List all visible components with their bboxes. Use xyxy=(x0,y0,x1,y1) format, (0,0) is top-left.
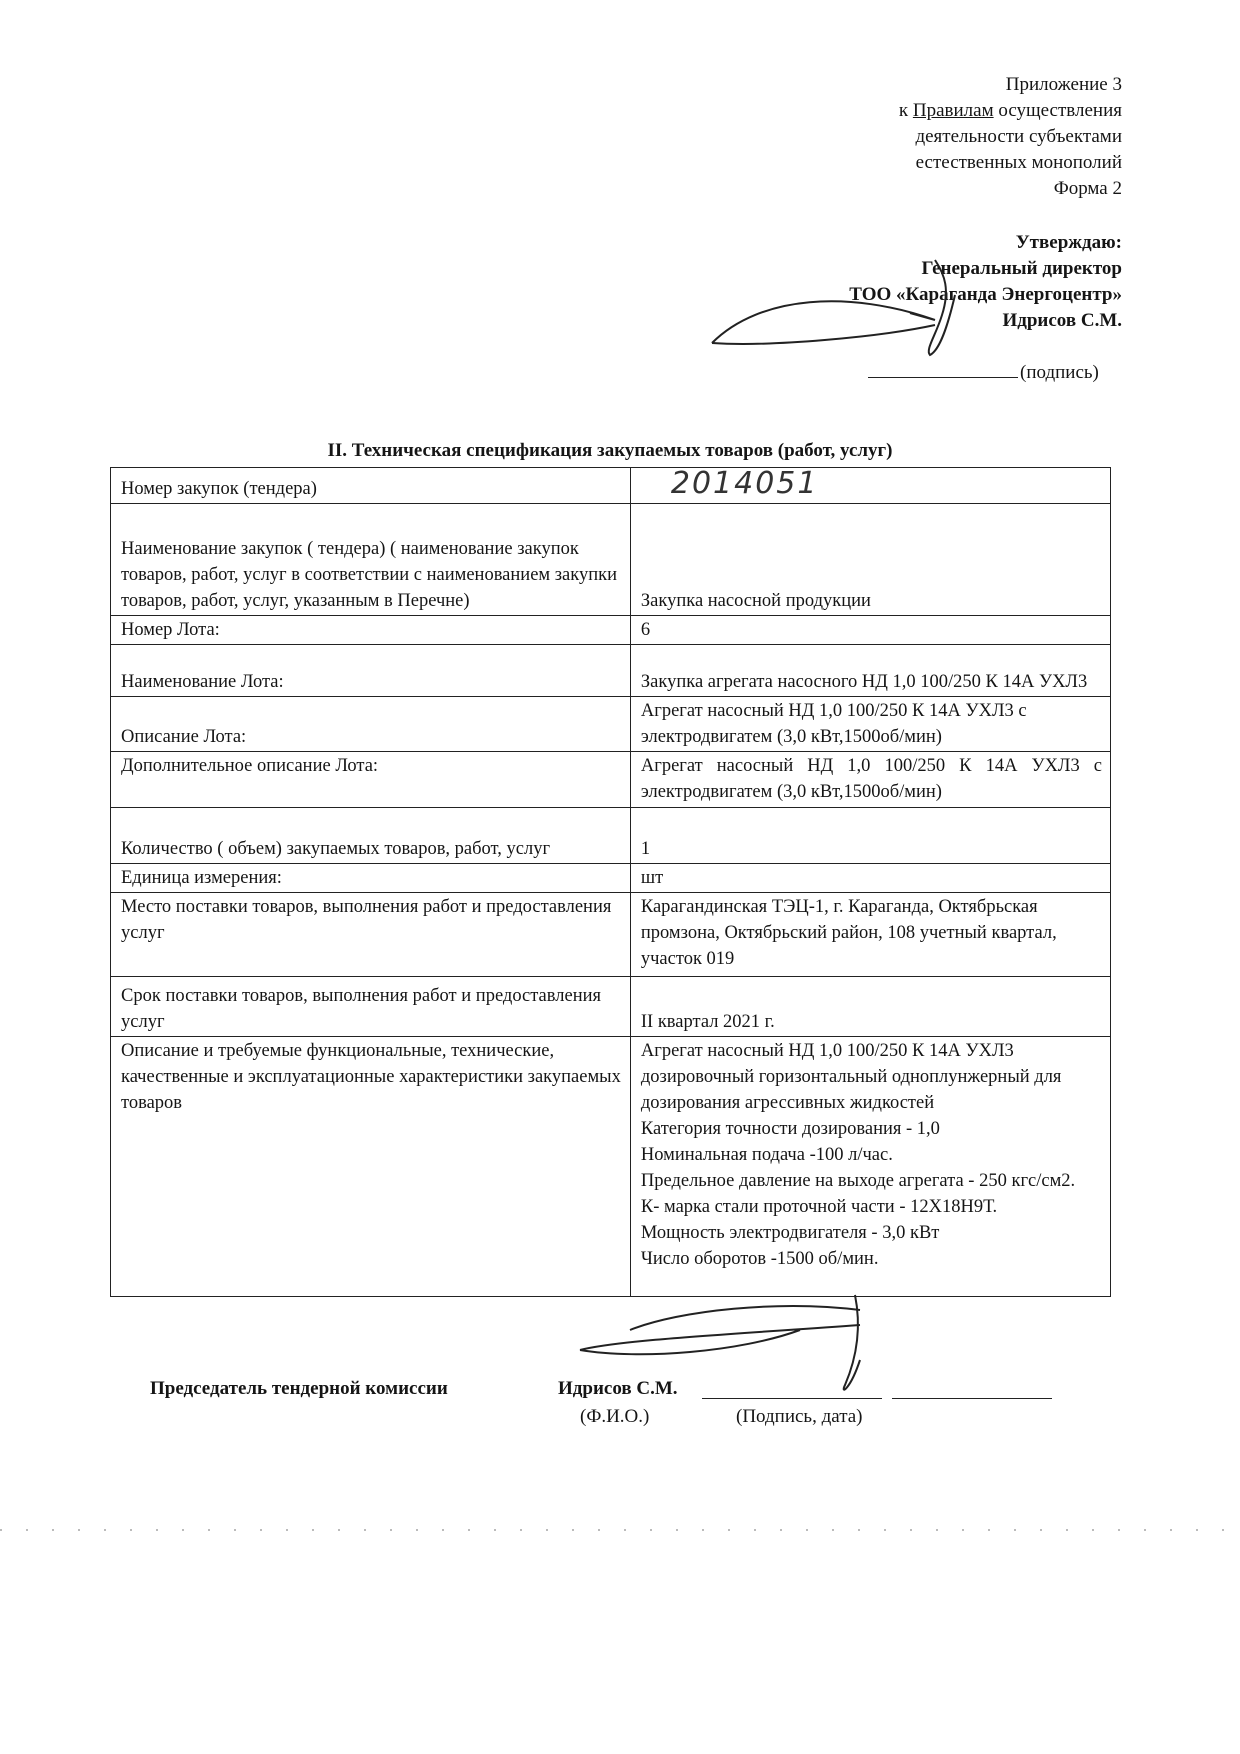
row-value xyxy=(630,468,1110,504)
row-value: 1 xyxy=(630,808,1110,864)
table-row xyxy=(111,504,1111,616)
row-value: Агрегат насосный НД 1,0 100/250 К 14А УХЛ3 с электродвигатем (3,0 кВт,1500об/мин) xyxy=(630,697,1110,752)
row-value: Закупка агрегата насосного НД 1,0 100/250 К 14А УХЛ3 xyxy=(630,645,1110,697)
rules-link[interactable]: Правилам xyxy=(912,100,994,121)
table-row xyxy=(111,1037,1111,1297)
chairman-label: Председатель тендерной комиссии xyxy=(150,1378,448,1399)
signature-line xyxy=(868,362,1099,384)
row-key: Место поставки товаров, выполнения работ и предоставления услуг xyxy=(111,893,631,977)
row-value xyxy=(630,1037,1110,1297)
table-row xyxy=(111,977,1111,1037)
row-value: Агрегат насосный НД 1,0 100/250 К 14А УХЛ3 с электродвигатем (3,0 кВт,1500об/мин) xyxy=(630,752,1110,808)
spec-table xyxy=(110,467,1111,1297)
row-key: Дополнительное описание Лота: xyxy=(111,752,631,808)
tender-number: 2014051 xyxy=(670,466,819,501)
spec-line: Категория точности дозирования - 1,0 xyxy=(640,1119,940,1139)
signature-blank xyxy=(868,363,1018,378)
signature-date-caption: (Подпись, дата) xyxy=(736,1406,863,1427)
spec-line: Число оборотов -1500 об/мин. xyxy=(640,1249,879,1269)
spec-line: Номинальная подача -100 л/час. xyxy=(640,1145,893,1165)
table-row xyxy=(111,697,1111,752)
row-key: Наименование закупок ( тендера) ( наименование закупок товаров, работ, услуг в соответствии с наименованием закупки товаров, работ, услуг, указанным в Перечне) xyxy=(111,504,631,616)
row-value: Закупка насосной продукции xyxy=(630,504,1110,616)
row-key: Срок поставки товаров, выполнения работ и предоставления услуг xyxy=(111,977,631,1037)
spec-line: К- марка стали проточной части - 12Х18Н9Т. xyxy=(640,1197,998,1217)
approver-name: Идрисов С.М. xyxy=(1002,310,1122,331)
spec-line: дозировочный горизонтальный одноплунжерный для дозирования агрессивных жидкостей xyxy=(640,1067,1062,1113)
date-line xyxy=(892,1398,1052,1399)
approver-company: ТОО «Караганда Энергоцентр» xyxy=(849,284,1122,305)
rules-reference: к Правилам осуществления xyxy=(898,100,1122,121)
table-row xyxy=(111,893,1111,977)
row-value: Карагандинская ТЭЦ-1, г. Караганда, Октябрьская промзона, Октябрьский район, 108 учетный квартал, участок 019 xyxy=(630,893,1110,977)
chairman-name: Идрисов С.М. xyxy=(558,1378,678,1399)
row-key: Количество ( объем) закупаемых товаров, работ, услуг xyxy=(111,808,631,864)
spec-title: II. Техническая спецификация закупаемых товаров (работ, услуг) xyxy=(327,440,893,461)
row-value: 6 xyxy=(630,616,1110,645)
appendix-header xyxy=(899,72,1122,202)
row-value: шт xyxy=(630,864,1110,893)
row-key: Номер Лота: xyxy=(111,616,631,645)
scan-artifact-line xyxy=(0,1528,1240,1532)
approver-position: Генеральный директор xyxy=(921,258,1122,279)
table-row xyxy=(111,864,1111,893)
row-value: II квартал 2021 г. xyxy=(630,977,1110,1037)
signature-caption: (подпись) xyxy=(1020,362,1099,383)
table-row xyxy=(111,468,1111,504)
row-key: Единица измерения: xyxy=(111,864,631,893)
fio-caption: (Ф.И.О.) xyxy=(580,1406,650,1427)
spec-line: Агрегат насосный НД 1,0 100/250 К 14А УХЛ3 xyxy=(640,1041,1014,1061)
form-number: Форма 2 xyxy=(1053,178,1122,199)
table-row xyxy=(111,808,1111,864)
director-signature xyxy=(700,255,1000,365)
spec-line: Мощность электродвигателя - 3,0 кВт xyxy=(640,1223,940,1243)
row-key: Описание и требуемые функциональные, технические, качественные и эксплуатационные характеристики закупаемых товаров xyxy=(111,1037,631,1297)
appendix-line3: деятельности субъектами xyxy=(915,126,1122,147)
table-row xyxy=(111,616,1111,645)
appendix-line4: естественных монополий xyxy=(915,152,1122,173)
approve-label: Утверждаю: xyxy=(1015,232,1122,253)
table-row xyxy=(111,645,1111,697)
row-key: Наименование Лота: xyxy=(111,645,631,697)
row-key: Номер закупок (тендера) xyxy=(111,468,631,504)
signature-line xyxy=(702,1398,882,1399)
appendix-number: Приложение 3 xyxy=(1005,74,1122,95)
spec-line: Предельное давление на выходе агрегата - 250 кгс/см2. xyxy=(640,1171,1076,1191)
row-key: Описание Лота: xyxy=(111,697,631,752)
table-row xyxy=(111,752,1111,808)
